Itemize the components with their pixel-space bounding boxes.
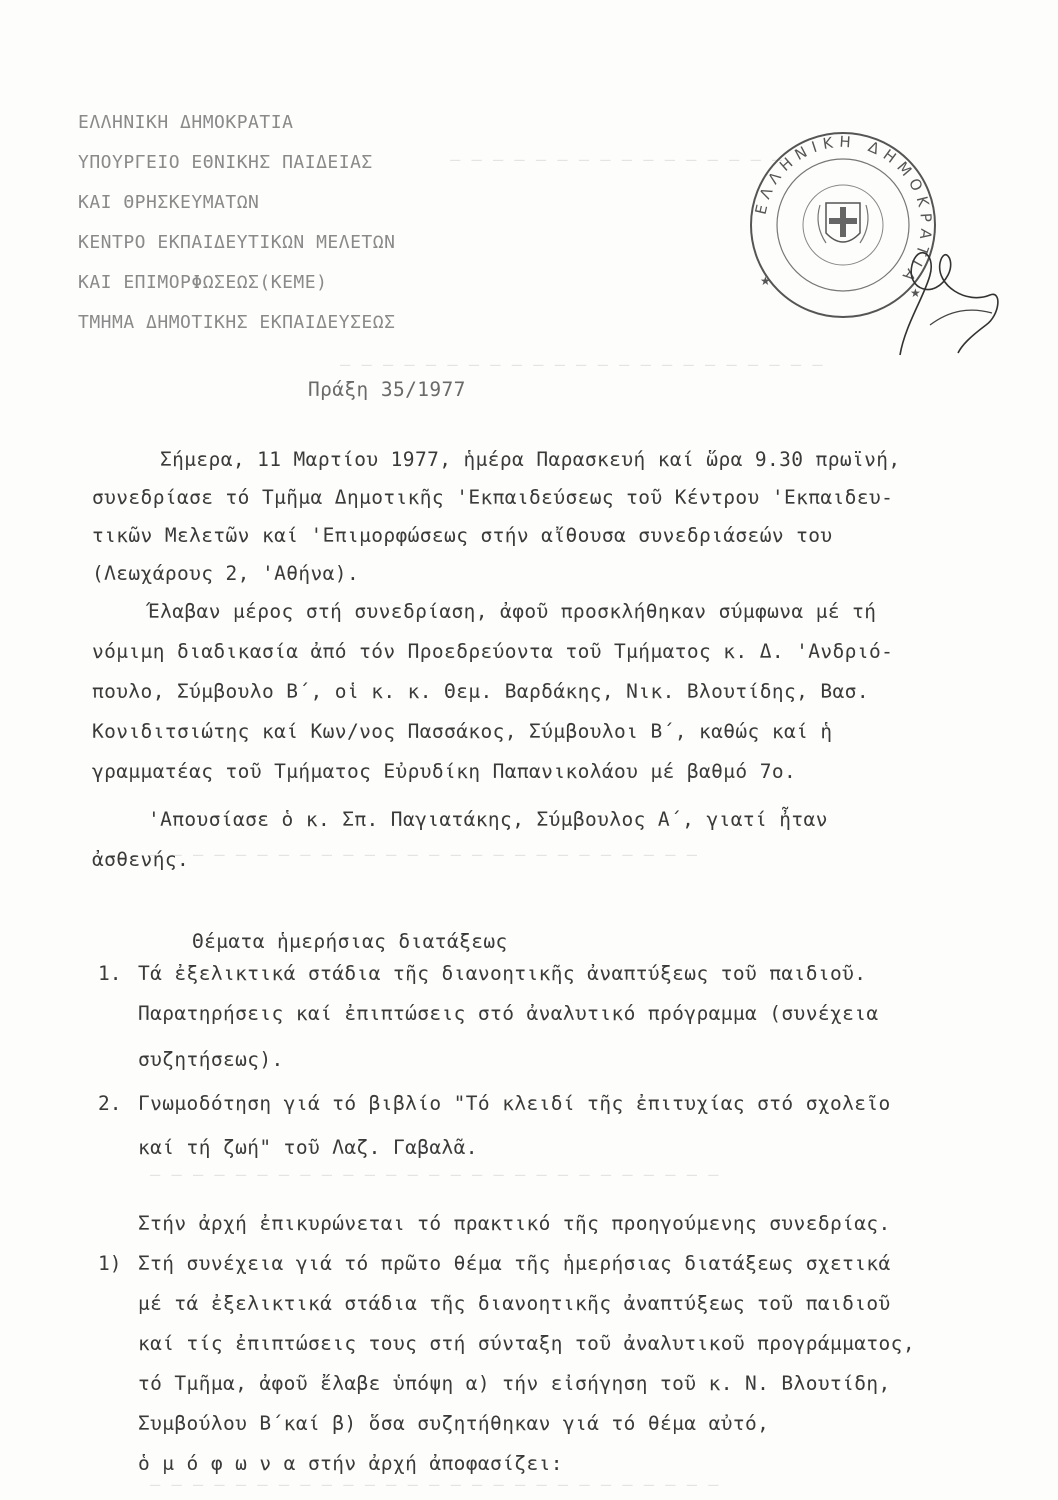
item-line: μέ τά ἐξελικτικά στάδια τῆς διανοητικῆς ἀναπτύξεως τοῦ παιδιοῦ — [138, 1292, 891, 1315]
body-line: Σήμερα, 11 Μαρτίου 1977, ἡμέρα Παρασκευή καί ὥρα 9.30 πρωϊνή, — [160, 448, 901, 471]
coat-of-arms-icon — [818, 203, 868, 243]
agenda-line: Τά ἐξελικτικά στάδια τῆς διανοητικῆς ἀναπτύξεως τοῦ παιδιοῦ. — [138, 962, 867, 985]
bleed-through: — — — — — — — — — — — — — — — — — [450, 150, 783, 170]
agenda-line: συζητήσεως). — [138, 1048, 284, 1071]
body-line: πουλο, Σύμβουλο Β΄, οἱ κ. κ. Θεμ. Βαρδάκης, Νικ. Βλουτίδης, Βασ. — [92, 680, 869, 703]
official-seal — [730, 125, 1020, 365]
bleed-through: — — — — — — — — — — — — — — — — — — — — — — — — — — — — [150, 1475, 719, 1495]
body-line: ἀσθενής. — [92, 848, 190, 871]
body-line: Κονιδιτσιώτης καί Κων/νος Πασσάκος, Σύμβουλοι Β΄, καθώς καί ἡ — [92, 720, 833, 743]
body-line: (Λεωχάρους 2, 'Αθήνα). — [92, 562, 360, 585]
star-icon: ★ — [910, 286, 921, 300]
star-icon: ★ — [760, 274, 771, 288]
agenda-line: Γνωμοδότηση γιά τό βιβλίο "Τό κλειδί τῆς ἐπιτυχίας στό σχολεῖο — [138, 1092, 891, 1115]
agenda-line: Παρατηρήσεις καί ἐπιπτώσεις στό ἀναλυτικό πρόγραμμα (συνέχεια — [138, 1002, 879, 1025]
bleed-through: — — — — — — — — — — — — — — — — — — — — — — — — — — — [150, 845, 698, 865]
header-line: ΥΠΟΥΡΓΕΙΟ ΕΘΝΙΚΗΣ ΠΑΙΔΕΙΑΣ — [78, 152, 373, 173]
item-line: Στή συνέχεια γιά τό πρῶτο θέμα τῆς ἡμερήσιας διατάξεως σχετικά — [138, 1252, 891, 1275]
item-number: 1) — [98, 1252, 122, 1275]
item-line: Συμβούλου Β΄καί β) ὅσα συζητήθηκαν γιά τό θέμα αὐτό, — [138, 1412, 770, 1435]
ratify-line: Στήν ἀρχή ἐπικυρώνεται τό πρακτικό τῆς προηγούμενης συνεδρίας. — [138, 1212, 891, 1235]
agenda-number: 2. — [98, 1092, 122, 1115]
seal-ring-text: ΕΛΛΗΝΙΚΗ ΔΗΜΟΚΡΑΤΙΑ — [751, 132, 936, 290]
header-line: ΚΑΙ ΕΠΙΜΟΡΦΩΣΕΩΣ(ΚΕΜΕ) — [78, 272, 328, 293]
bleed-through: — — — — — — — — — — — — — — — — — — — — — — — — — — — — [150, 1165, 719, 1185]
item-line: τό Τμῆμα, ἀφοῦ ἔλαβε ὑπόψη α) τήν εἰσήγηση τοῦ κ. Ν. Βλουτίδη, — [138, 1372, 891, 1395]
item-line: καί τίς ἐπιπτώσεις τους στή σύνταξη τοῦ ἀναλυτικοῦ προγράμματος, — [138, 1332, 915, 1355]
agenda-line: καί τή ζωή" τοῦ Λαζ. Γαβαλᾶ. — [138, 1136, 478, 1159]
body-line: συνεδρίασε τό Τμῆμα Δημοτικῆς 'Εκπαιδεύσεως τοῦ Κέντρου 'Εκπαιδευ- — [92, 486, 894, 509]
act-number: Πράξη 35/1977 — [308, 378, 466, 401]
body-line: νόμιμη διαδικασία ἀπό τόν Προεδρεύοντα τοῦ Τμήματος κ. Δ. 'Ανδριό- — [92, 640, 894, 663]
header-line: ΤΜΗΜΑ ΔΗΜΟΤΙΚΗΣ ΕΚΠΑΙΔΕΥΣΕΩΣ — [78, 312, 396, 333]
header-line: ΚΕΝΤΡΟ ΕΚΠΑΙΔΕΥΤΙΚΩΝ ΜΕΛΕΤΩΝ — [78, 232, 396, 253]
header-line: ΚΑΙ ΘΡΗΣΚΕΥΜΑΤΩΝ — [78, 192, 260, 213]
body-line: 'Απουσίασε ὁ κ. Σπ. Παγιατάκης, Σύμβουλος Α΄, γιατί ἦταν — [148, 808, 828, 831]
item-line: ὁ μ ό φ ω ν α στήν ἀρχή ἀποφασίζει: — [138, 1452, 563, 1475]
body-line: τικῶν Μελετῶν καί 'Επιμορφώσεως στήν αἴθουσα συνεδριάσεών του — [92, 524, 833, 547]
header-line: ΕΛΛΗΝΙΚΗ ΔΗΜΟΚΡΑΤΙΑ — [78, 112, 294, 133]
bleed-through: — — — — — — — — — — — — — — — — — — — — — — — — [340, 355, 824, 375]
agenda-number: 1. — [98, 962, 122, 985]
agenda-title: Θέματα ἡμερήσιας διατάξεως — [192, 930, 508, 953]
body-line: γραμματέας τοῦ Τμήματος Εὐρυδίκη Παπανικολάου μέ βαθμό 7ο. — [92, 760, 797, 783]
body-line: Έλαβαν μέρος στή συνεδρίαση, ἀφοῦ προσκλήθηκαν σύμφωνα μέ τή — [148, 600, 877, 623]
